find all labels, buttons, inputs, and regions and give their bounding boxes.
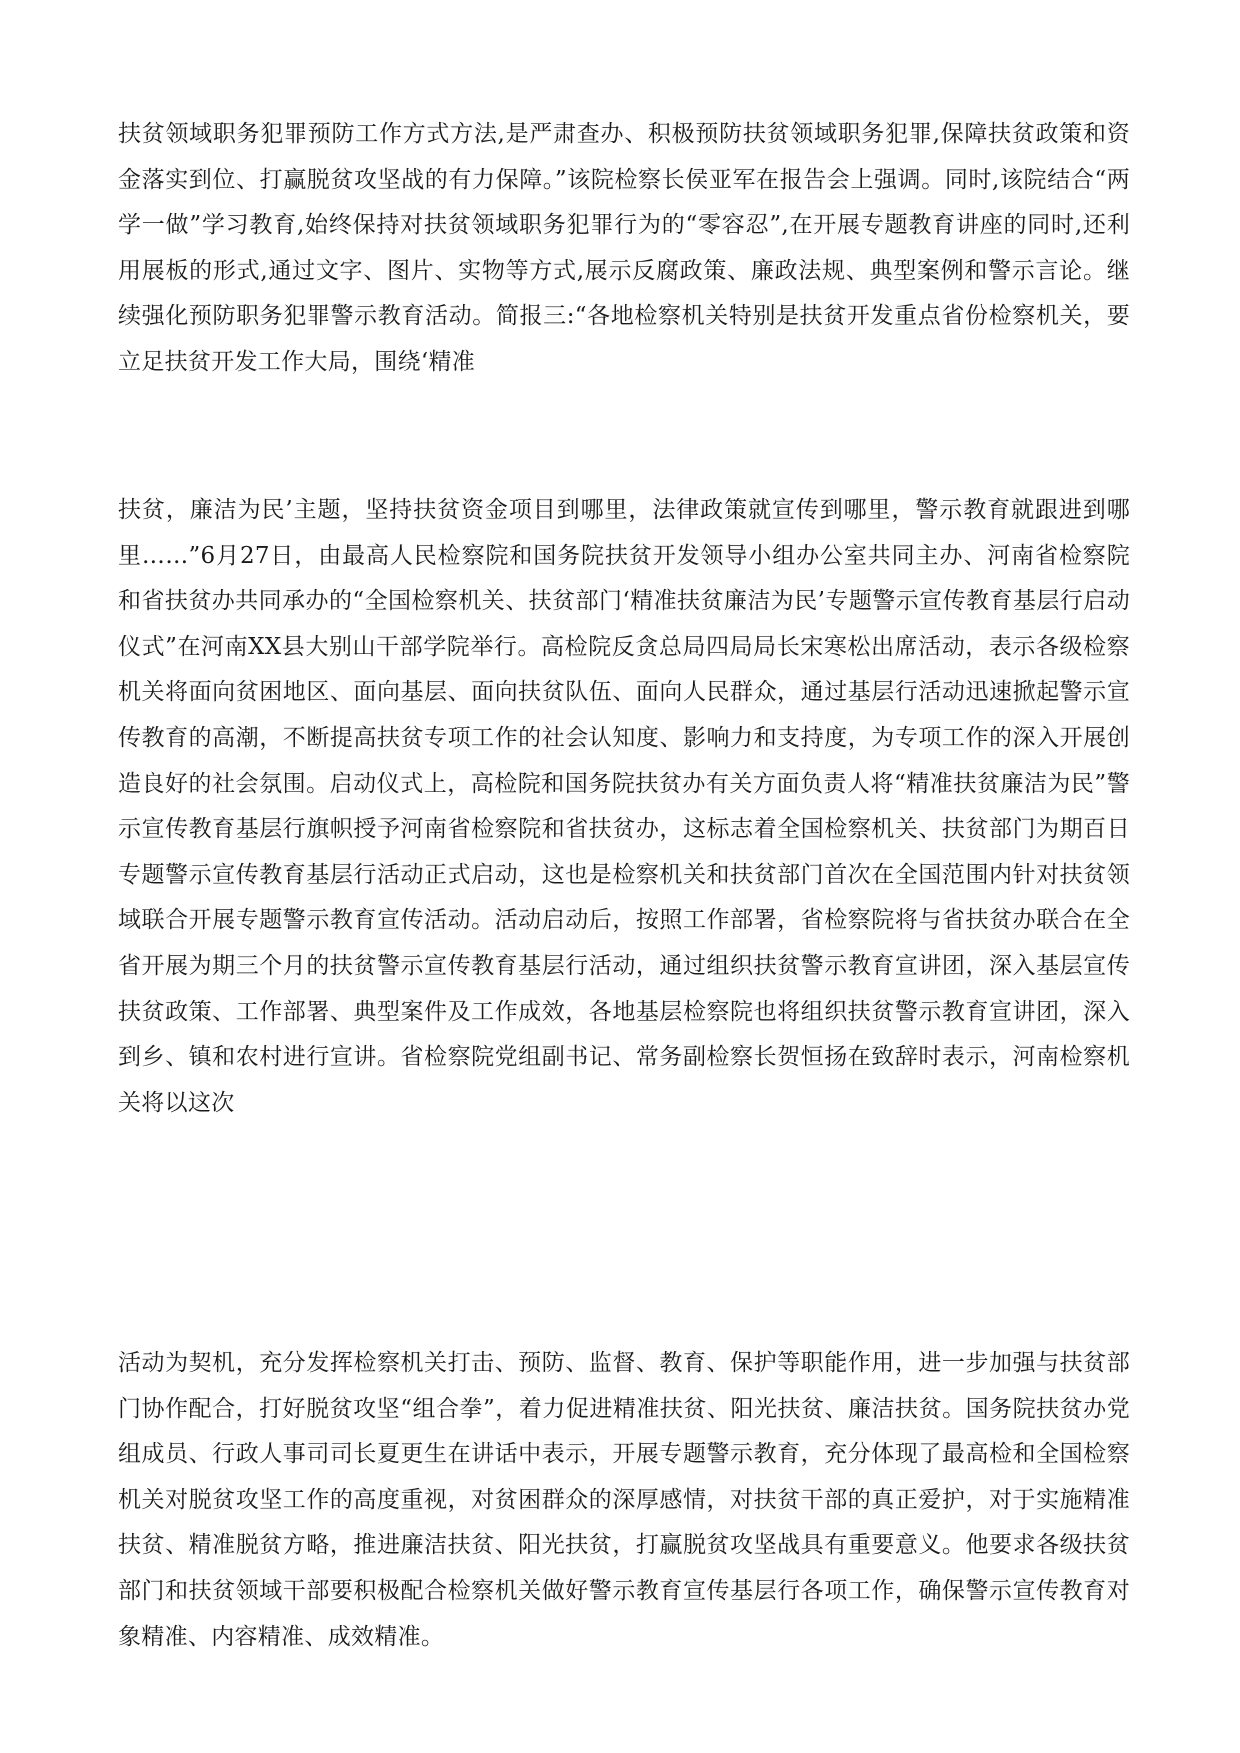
paragraph-2: 扶贫，廉洁为民’主题，坚持扶贫资金项目到哪里，法律政策就宣传到哪里，警示教育就跟进到哪里……”6月27日，由最高人民检察院和国务院扶贫开发领导小组办公室共同主办、河南省检察院和省扶贫办共同承办的“全国检察机关、扶贫部门‘精准扶贫廉洁为民’专题警示宣传教育基层行启动仪式”在河南XX县大别山干部学院举行。高检院反贪总局四局局长宋寒松出席活动，表示各级检察机关将面向贫困地区、面向基层、面向扶贫队伍、面向人民群众，通过基层行活动迅速掀起警示宣传教育的高潮，不断提高扶贫专项工作的社会认知度、影响力和支持度，为专项工作的深入开展创造良好的社会氛围。启动仪式上，高检院和国务院扶贫办有关方面负责人将“精准扶贫廉洁为民”警示宣传教育基层行旗帜授予河南省检察院和省扶贫办，这标志着全国检察机关、扶贫部门为期百日专题警示宣传教育基层行活动正式启动，这也是检察机关和扶贫部门首次在全国范围内针对扶贫领域联合开展专题警示教育宣传活动。活动启动后，按照工作部署，省检察院将与省扶贫办联合在全省开展为期三个月的扶贫警示宣传教育基层行活动，通过组织扶贫警示教育宣讲团，深入基层宣传扶贫政策、工作部署、典型案件及工作成效，各地基层检察院也将组织扶贫警示教育宣讲团，深入到乡、镇和农村进行宣讲。省检察院党组副书记、常务副检察长贺恒扬在致辞时表示，河南检察机关将以这次 bbox=[118, 497, 1130, 1116]
paragraph-1: 扶贫领域职务犯罪预防工作方式方法,是严肃查办、积极预防扶贫领域职务犯罪,保障扶贫政策和资金落实到位、打赢脱贫攻坚战的有力保障。”该院检察长侯亚军在报告会上强调。同时,该院结合“两学一做”学习教育,始终保持对扶贫领域职务犯罪行为的“零容忍”,在开展专题教育讲座的同时,还利用展板的形式,通过文字、图片、实物等方式,展示反腐政策、廉政法规、典型案例和警示言论。继续强化预防职务犯罪警示教育活动。简报三:“各地检察机关特别是扶贫开发重点省份检察机关，要立足扶贫开发工作大局，围绕‘精准 bbox=[118, 121, 1130, 375]
paragraph-3: 活动为契机，充分发挥检察机关打击、预防、监督、教育、保护等职能作用，进一步加强与扶贫部门协作配合，打好脱贫攻坚“组合拳”，着力促进精准扶贫、阳光扶贫、廉洁扶贫。国务院扶贫办党组成员、行政人事司司长夏更生在讲话中表示，开展专题警示教育，充分体现了最高检和全国检察机关对脱贫攻坚工作的高度重视，对贫困群众的深厚感情，对扶贫干部的真正爱护，对于实施精准扶贫、精准脱贫方略，推进廉洁扶贫、阳光扶贫，打赢脱贫攻坚战具有重要意义。他要求各级扶贫部门和扶贫领域干部要积极配合检察机关做好警示教育宣传基层行各项工作，确保警示宣传教育对象精准、内容精准、成效精准。 bbox=[118, 1350, 1130, 1650]
